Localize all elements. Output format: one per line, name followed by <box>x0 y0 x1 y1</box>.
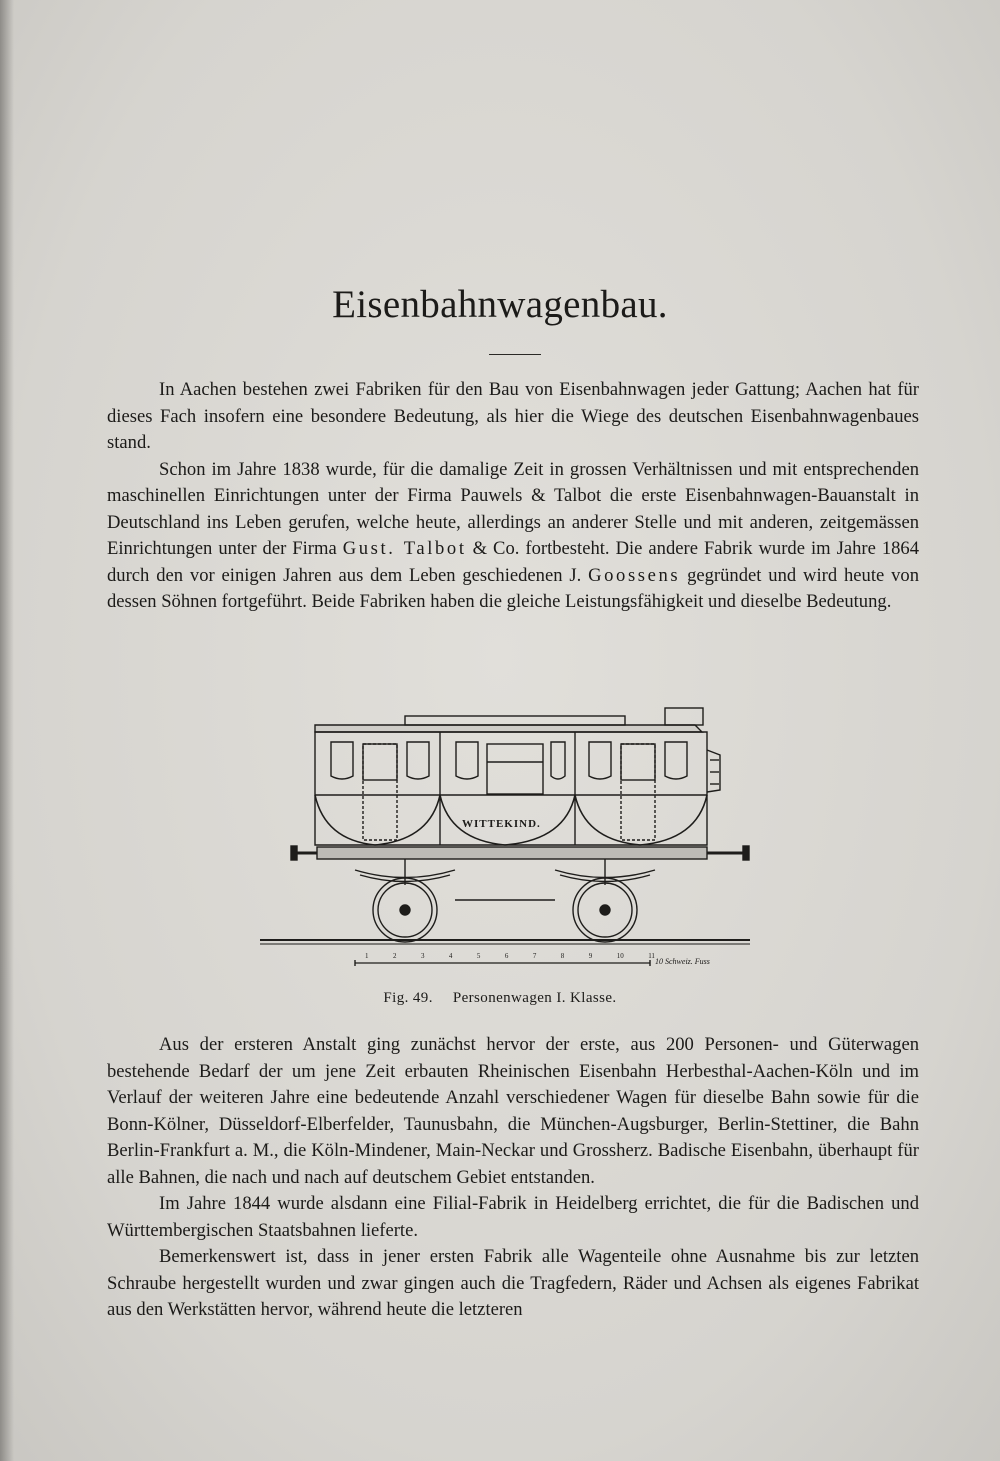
paragraph: Schon im Jahre 1838 wurde, für die damalige Zeit in grossen Verhältnissen und mit entsprechenden maschinellen Einrichtungen unter der Firma Pauwels & Talbot die erste Eisenbahnwagen-Bauanstalt in Deutschland ins Leben gerufen, welche heute, allerdings an anderer Stelle und mit anderen, zeitgemässen Einrichtungen unter der Firma Gust. Talbot & Co. fortbesteht. Die andere Fabrik wurde im Jahre 1864 durch den vor einigen Jahren aus dem Leben geschiedenen J. Goossens gegründet und wird heute von dessen Söhnen fortgeführt. Beide Fabriken haben die gleiche Leistungsfähigkeit und dieselbe Bedeutung. <box>107 458 920 612</box>
page-title: Eisenbahnwagenbau. <box>332 283 668 326</box>
company-name: Gust. Talbot <box>342 538 467 559</box>
figure-number: Fig. 49. <box>383 990 433 1006</box>
car-name-label: WITTEKIND. <box>462 818 541 830</box>
carriage-illustration <box>255 700 755 985</box>
figure-caption <box>0 990 1000 1007</box>
paragraph: Bemerkenswert ist, dass in jener ersten Fabrik alle Wagenteile ohne Ausnahme bis zur letzten Schraube hergestellt wurden und zwar gingen auch die Tragfedern, Räder und Achsen als eigenes Fabrikat aus den Werkstätten hervor, während heute die letzteren <box>107 1246 919 1320</box>
paragraph: Im Jahre 1844 wurde alsdann eine Filial-Fabrik in Heidelberg errichtet, die für die Badischen und Württembergischen Staatsbahnen lieferte. <box>107 1193 919 1241</box>
intro-text <box>107 377 919 616</box>
title-divider <box>489 354 541 355</box>
paragraph: Aus der ersteren Anstalt ging zunächst hervor der erste, aus 200 Personen- und Güterwagen bestehende Bedarf der um jene Zeit erbauten Rheinischen Eisenbahn Herbesthal-Aachen-Köln und im Verlauf der weiteren Jahre eine bedeutende Anzahl verschiedener Wagen für dieselbe Bahn sowie für die Bonn-Kölner, Düsseldorf-Elberfelder, Taunusbahn, die München-Augsburger, Berlin-Stettiner, die Bahn Berlin-Frankfurt a. M., die Köln-Mindener, Main-Neckar und Grossherz. Badische Eisenbahn, überhaupt für alle Bahnen, die nach und nach auf deutschem Gebiet entstanden. <box>107 1034 919 1188</box>
paragraph: In Aachen bestehen zwei Fabriken für den Bau von Eisenbahnwagen jeder Gattung; Aachen hat für dieses Fach insofern eine besondere Bedeutung, als hier die Wiege des deutschen Eisenbahnwagenbaues stand. <box>107 379 919 453</box>
founder-name: Goossens <box>588 564 681 586</box>
scale-numbers: 1 2 3 4 5 6 7 8 9 10 11 <box>365 952 655 960</box>
figure-caption-text: Personenwagen I. Klasse. <box>452 990 617 1006</box>
scale-label: 10 Schweiz. Fuss <box>655 957 710 966</box>
history-text <box>107 1032 919 1324</box>
